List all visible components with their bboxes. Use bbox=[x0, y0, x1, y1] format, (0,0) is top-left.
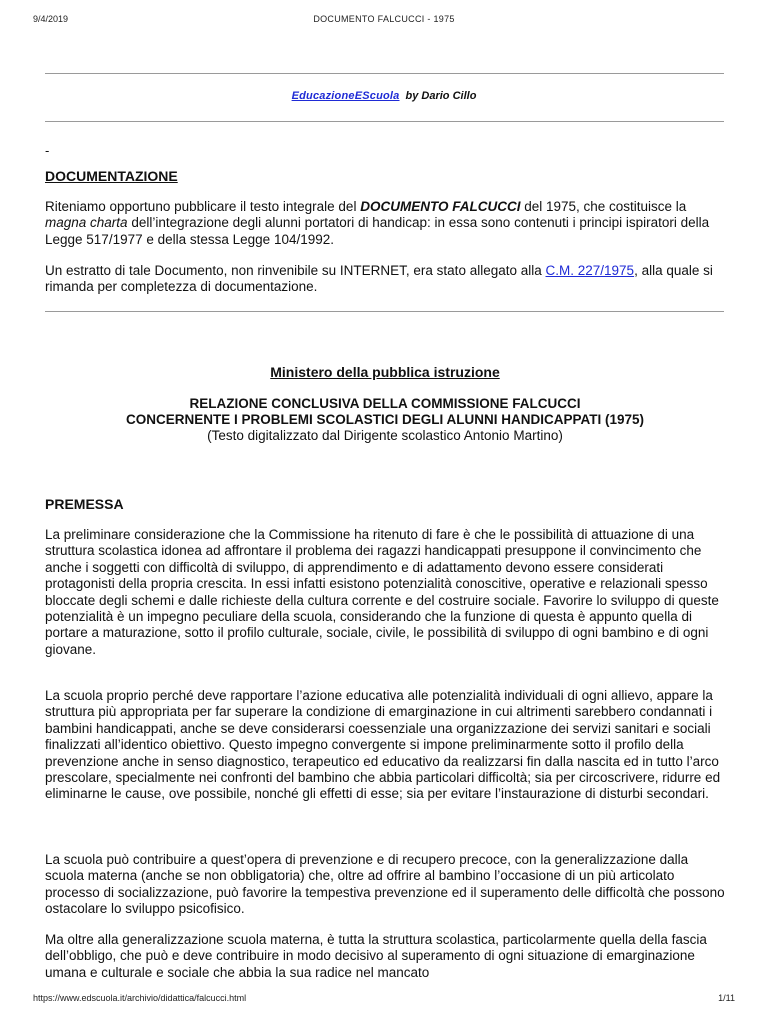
relazione-title-line-2: CONCERNENTE I PROBLEMI SCOLASTICI DEGLI ALUNNI HANDICAPPATI (1975) bbox=[125, 412, 645, 427]
relazione-title-line-1: RELAZIONE CONCLUSIVA DELLA COMMISSIONE FALCUCCI bbox=[189, 396, 581, 411]
premessa-paragraph-1 bbox=[45, 527, 725, 658]
intro-p1-a: Riteniamo opportuno pubblicare il testo integrale del bbox=[45, 199, 361, 214]
intro-p1-c: del 1975, che costituisce la bbox=[520, 199, 687, 214]
dash-marker: - bbox=[45, 143, 50, 158]
intro-p1-bold: DOCUMENTO FALCUCCI bbox=[360, 199, 521, 214]
premessa-p1-text: La preliminare considerazione che la Commissione ha ritenuto di fare è che le possibilità di attuazione di una struttura scolastica idonea ad affrontare il problema dei ragazzi handicappati presuppone il convincimento che anche i soggetti con difficoltà di sviluppo, di apprendimento e di adattamento devono essere considerati protagonisti della propria crescita. In essi infatti esistono potenzialità conoscitive, operative e relazionali spesso bloccate degli schemi e dalle richieste della cultura corrente e del costruire sociale. Favorire lo sviluppo di queste potenzialità è un impegno peculiare della scuola, considerando che la funzione di questa è appunto quella di portare a maturazione, sotto il profilo culturale, sociale, civile, le possibilità di sviluppo di ogni bambino e di ogni giovane. bbox=[45, 527, 719, 657]
brand-logo-text[interactable]: EducazioneEScuola bbox=[291, 90, 400, 102]
premessa-paragraph-3 bbox=[45, 852, 725, 918]
digitized-note: (Testo digitalizzato dal Dirigente scolastico Antonio Martino) bbox=[207, 428, 563, 443]
intro-p2-a: Un estratto di tale Documento, non rinvenibile su INTERNET, era stato allegato alla bbox=[45, 263, 546, 278]
brand-author: by Dario Cillo bbox=[405, 90, 477, 102]
intro-paragraph-1 bbox=[45, 199, 725, 248]
intro-p2-b: , alla quale si rimanda per completezza di documentazione. bbox=[45, 263, 713, 295]
cm-227-link[interactable]: C.M. 227/1975 bbox=[545, 263, 635, 278]
page-number: 1/11 bbox=[718, 993, 735, 1003]
site-brand[interactable] bbox=[0, 90, 768, 102]
print-header bbox=[33, 14, 735, 28]
premessa-paragraph-4 bbox=[45, 932, 725, 981]
top-divider bbox=[45, 73, 724, 74]
intro-p1-italic: magna charta bbox=[45, 215, 128, 231]
print-date: 9/4/2019 bbox=[33, 14, 69, 24]
section-divider bbox=[45, 311, 724, 312]
print-footer bbox=[33, 993, 735, 1007]
premessa-heading: PREMESSA bbox=[45, 496, 124, 512]
intro-p1-e: dell’integrazione degli alunni portatori di handicap: in essa sono contenuti i principi ispiratori della Legge 517/1977 e della stessa Legge 104/1992. bbox=[45, 215, 710, 247]
intro-paragraph-2 bbox=[45, 263, 725, 296]
print-document-title: DOCUMENTO FALCUCCI - 1975 bbox=[313, 14, 455, 24]
premessa-paragraph-2 bbox=[45, 688, 725, 803]
premessa-p3-text: La scuola può contribuire a quest’opera di prevenzione e di recupero precoce, con la generalizzazione dalla scuola materna (anche se non obbligatoria) che, oltre ad offrire al bambino l’occasione di un più articolato processo di socializzazione, può favorire la tempestiva prevenzione ed il superamento delle difficoltà che possono ostacolare lo sviluppo psicofisico. bbox=[45, 852, 725, 917]
ministero-heading: Ministero della pubblica istruzione bbox=[270, 364, 500, 380]
premessa-p4-text: Ma oltre alla generalizzazione scuola materna, è tutta la struttura scolastica, particolarmente quella della fascia dell’obbligo, che può e deve contribuire in modo decisivo al superamento di ogni situazione di emarginazione umana e culturale e sociale che abbia la sua radice nel mancato bbox=[45, 932, 707, 980]
brand-divider bbox=[45, 121, 724, 122]
source-url[interactable]: https://www.edscuola.it/archivio/didattica/falcucci.html bbox=[33, 993, 247, 1003]
premessa-p2-text: La scuola proprio perché deve rapportare l’azione educativa alle potenzialità individuali di ogni allievo, appare la struttura più appropriata per far superare la condizione di emarginazione in cui altrimenti sarebbero condannati i bambini handicappati, anche se deve considerarsi coessenziale una organizzazione dei servizi sanitari e sociali finalizzati all’identico obiettivo. Questo impegno convergente si impone preliminarmente sotto il profilo della prevenzione anche in senso diagnostico, terapeutico ed educativo da realizzarsi fin dalla nascita ed in tutto l’arco prescolare, specialmente nei confronti del bambino che abbia particolari difficoltà; sia per circoscrivere, ridurre ed eliminarne le cause, ove possibile, nonché gli effetti di esse; sia per evitare l’instaurazione di disturbi secondari. bbox=[45, 688, 721, 802]
documentazione-heading: DOCUMENTAZIONE bbox=[45, 168, 178, 184]
